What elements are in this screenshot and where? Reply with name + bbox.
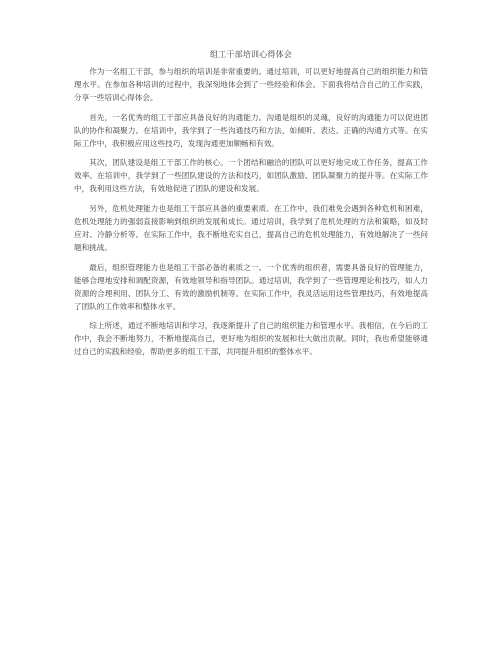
paragraph-conclusion: 综上所述，通过不断地培训和学习，我逐渐提升了自己的组织能力和管理水平。我相信，在今后的工作中，我会不断地努力，不断地提高自己，更好地为组织的发展和壮大做出贡献。同时，我也希望能够通过自己的实践和经验，帮助更多的组工干部，共同提升组织的整体水平。 bbox=[74, 321, 428, 357]
paragraph-management: 最后，组织管理能力也是组工干部必备的素质之一。一个优秀的组织者，需要具备良好的管理能力，能够合理地安排和调配资源，有效地领导和指导团队。通过培训，我学到了一些管理理论和技巧，如人力资源的合理利用、团队分工、有效的激励机制等。在实际工作中，我灵活运用这些管理技巧，有效地提高了团队的工作效率和整体水平。 bbox=[74, 262, 428, 311]
paragraph-communication: 首先，一名优秀的组工干部应具备良好的沟通能力。沟通是组织的灵魂，良好的沟通能力可以促进团队的协作和凝聚力。在培训中，我学到了一些沟通技巧和方法，如倾听、表达、正确的沟通方式等。在实际工作中，我积极应用这些技巧，发现沟通更加顺畅和有效。 bbox=[74, 112, 428, 148]
paragraph-team-building: 其次，团队建设是组工干部工作的核心。一个团结和融洽的团队可以更好地完成工作任务，提高工作效率。在培训中，我学到了一些团队建设的方法和技巧，如团队激励、团队凝聚力的提升等。在实际工作中，我利用这些方法，有效地促进了团队的建设和发展。 bbox=[74, 158, 428, 194]
document-title: 组工干部培训心得体会 bbox=[210, 50, 292, 59]
paragraph-crisis-handling: 另外，危机处理能力也是组工干部应具备的重要素质。在工作中，我们难免会遇到各种危机和困难，危机处理能力的强弱直接影响到组织的发展和成长。通过培训，我学到了危机处理的方法和策略，如及时应对、冷静分析等。在实际工作中，我不断地充实自己，提高自己的危机处理能力，有效地解决了一些问题和挑战。 bbox=[74, 204, 428, 252]
paragraph-intro: 作为一名组工干部，参与组织的培训是非常重要的。通过培训，可以更好地提高自己的组织能力和管理水平。在参加各种培训的过程中，我深刻地体会到了一些经验和体会。下面我将结合自己的工作实践，分享一些培训心得体会。 bbox=[74, 67, 428, 102]
